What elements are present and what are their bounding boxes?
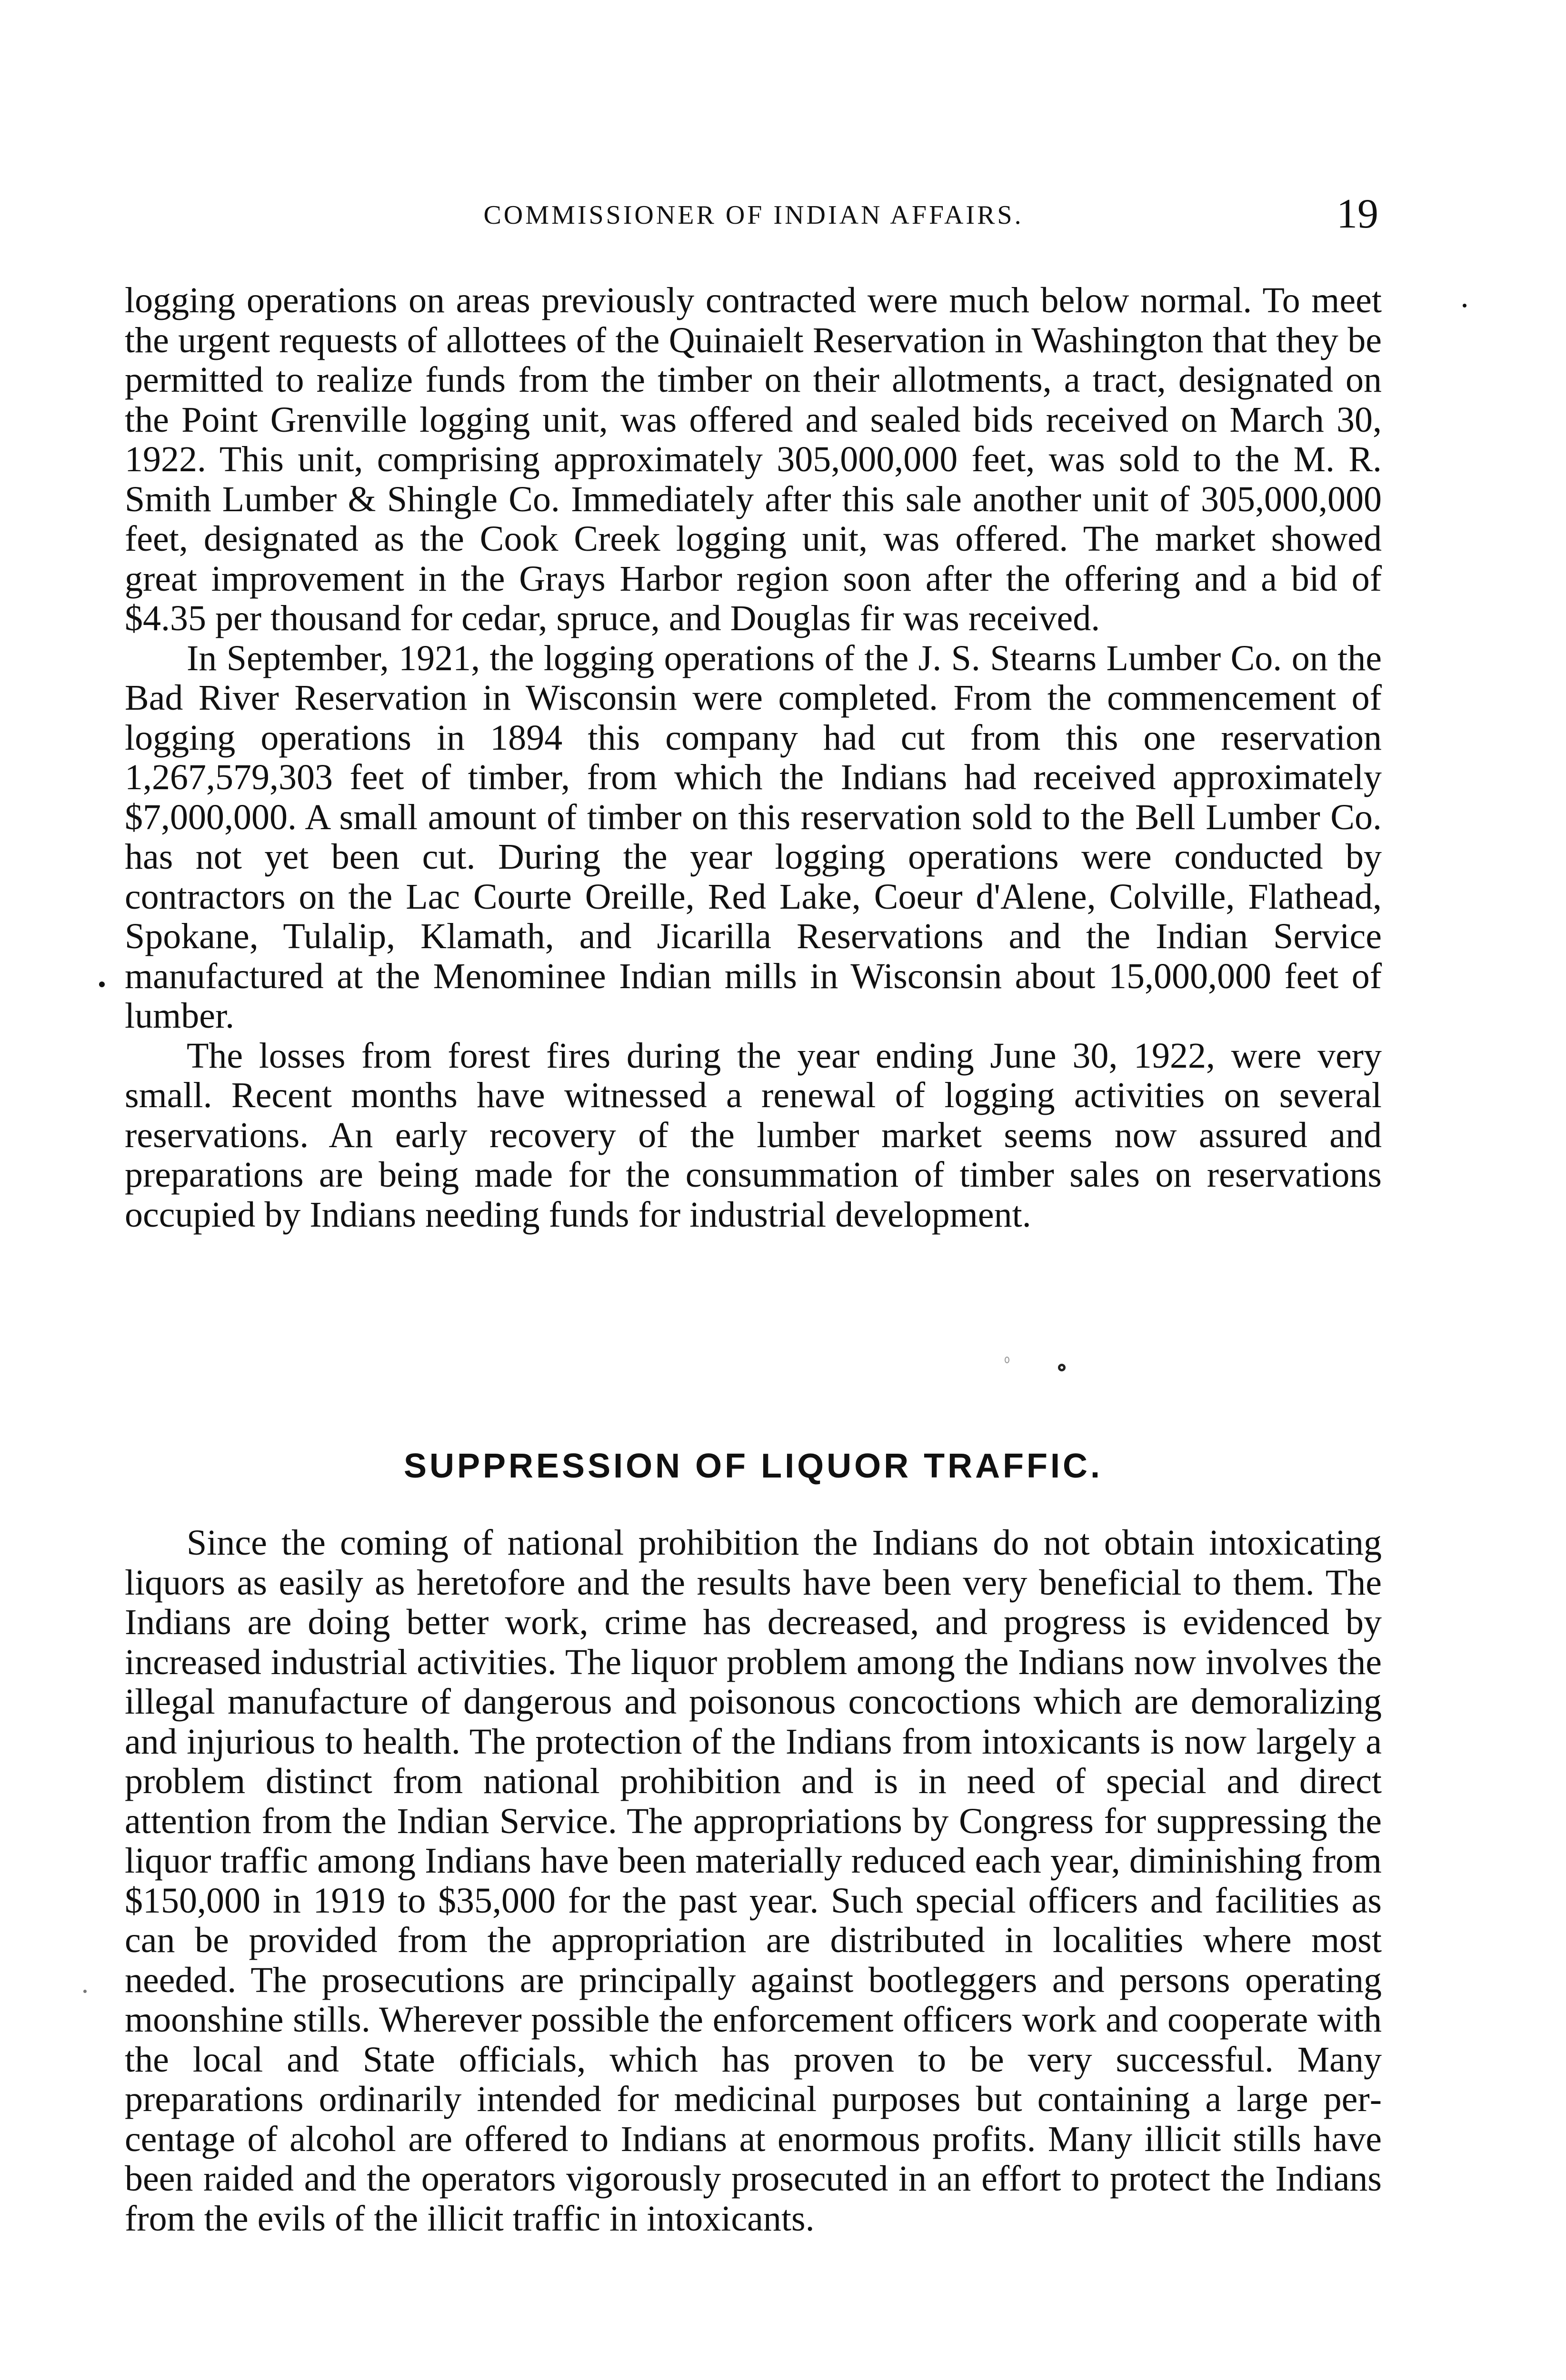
scan-speck [1463,304,1466,307]
scan-speck [83,1990,87,1993]
paragraph-forest-fires: The losses from forest fires during the year ending June 30, 1922, were very small. Recent months have witnessed a renewal of logging activities on several reservations. An early recovery of the lumber market seems now assured and preparations are being made for the consummation of timber sales on reservations occupied by Indians needing funds for industrial development. [125,1035,1382,1235]
timber-section [125,281,1382,1235]
page-header [129,190,1378,243]
page-number: 19 [1337,191,1378,237]
paragraph-logging-continued: logging operations on areas previously contracted were much below normal. To meet the urgent requests of allottees of the Quinaielt Reservation in Washington that they be permitted to realize funds from the timber on their allotments, a tract, designated on the Point Grenville logging unit, was offered and sealed bids received on March 30, 1922. This unit, comprising approximately 305,000,000 feet, was sold to the M. R. Smith Lumber & Shingle Co. Immediately after this sale another unit of 305,000,000 feet, designated as the Cook Creek logging unit, was offered. The market showed great improvement in the Grays Harbor region soon after the offering and a bid of $4.35 per thousand for cedar, spruce, and Douglas fir was received. [125,280,1382,638]
running-head: COMMISSIONER OF INDIAN AFFAIRS. [483,200,1024,230]
scan-speck [1005,1357,1009,1363]
scan-speck [99,982,105,987]
paragraph-prohibition: Since the coming of national prohibition the Indians do not obtain intoxicating liquors as easily as heretofore and the results have been very beneficial to them. The Indians are doing better work, crime has decreased, and progress is evidenced by increased industrial activities. The liquor problem among the Indians now involves the illegal manufacture of dangerous and poisonous concoctions which are demoralizing and injurious to health. The protection of the Indians from intoxicants is now largely a problem distinct from national prohibition and is in need of special and direct attention from the Indian Service. The appropriations by Congress for suppressing the liquor traffic among Indians have been materially reduced each year, diminishing from $150,000 in 1919 to $35,000 for the past year. Such special officers and facilities as can be provided from the appropriation are distributed in localities where most needed. The prosecutions are principally against bootleggers and persons operating moonshine stills. Wherever possible the enforcement officers work and cooperate with the local and State officials, which has proven to be very successful. Many preparations ordinarily intended for medicinal purposes but containing a large percentage of alcohol are offered to Indians at enormous profits. Many illicit stills have been raided and the operators vigorously prosecuted in an effort to protect the Indians from the evils of the illicit traffic in intoxicants. [125,1523,1382,2239]
liquor-section [125,1523,1382,2239]
section-heading-liquor-traffic: SUPPRESSION OF LIQUOR TRAFFIC. [403,1447,1103,1485]
scan-speck [1058,1364,1066,1371]
paragraph-stearns-lumber: In September, 1921, the logging operations of the J. S. Stearns Lumber Co. on the Bad River Reservation in Wisconsin were completed. From the commencement of logging operations in 1894 this company had cut from this one reservation 1,267,579,303 feet of timber, from which the Indians had received approximately $7,000,000. A small amount of timber on this reservation sold to the Bell Lumber Co. has not yet been cut. During the year logging operations were conducted by contractors on the Lac Courte Oreille, Red Lake, Coeur d'Alene, Colville, Flathead, Spokane, Tulalip, Klamath, and Jicarilla Reservations and the Indian Service manufactured at the Menominee Indian mills in Wisconsin about 15,000,000 feet of lumber. [125,638,1382,1036]
